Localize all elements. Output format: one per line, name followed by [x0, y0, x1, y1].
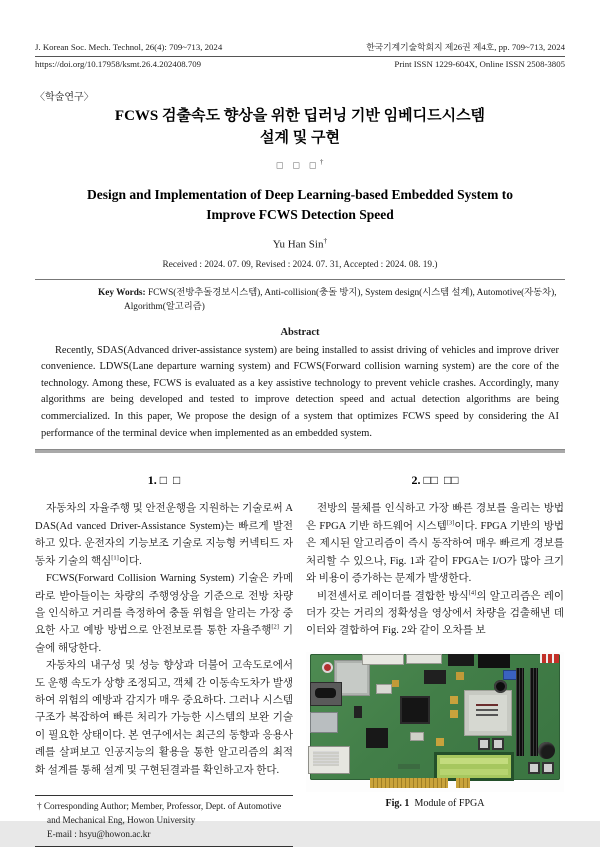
section-1-paragraph-1 [35, 500, 293, 570]
smd-component-2 [410, 732, 424, 741]
article-type-label: 〈학술연구〉 [35, 91, 94, 103]
top-black-ic-2 [478, 654, 510, 668]
section-1-paragraph-3: 자동차의 내구성 및 성능 향상과 더불어 고속도로에서도 운행 속도가 상향 조정되고, 객체 간 이동속도차가 발생하여 위험의 예방과 감지가 매우 중요하다. 그러나 시스템 구조가 복잡하여 빠른 처리가 가능한 시스템의 보완 기술이 필요한 상태이다. 본 연구에서는 최근의 동향과 응용사례를 살펴보고 인공지능의 활용을 통한 알고리즘의 최적화 설계를 통해 설계 및 구현된결과를 확인하고자 한다. [35, 660, 293, 776]
author-english-dagger: † [323, 236, 328, 246]
keywords-label: Key Words: [98, 287, 148, 298]
title-english [35, 185, 565, 226]
journal-citation: J. Korean Soc. Mech. Technol, 26(4): 709~713, 2024 [35, 42, 223, 52]
section-1-heading: 1. □ □ [147, 473, 181, 488]
author-masked-boxes: □ □ □ [276, 160, 320, 172]
section-2-paragraph-2 [306, 588, 564, 640]
paragraph-text: 이다. [118, 555, 142, 567]
journal-name-korean: 한국기계기술학회지 제26권 제4호, pp. 709~713, 2024 [366, 42, 565, 52]
figure-1-caption [306, 798, 564, 809]
red-led-component [322, 662, 333, 673]
keywords-top-rule [35, 279, 565, 280]
author-korean-masked [35, 158, 565, 171]
usb-connector [310, 712, 338, 733]
section-2-heading: 2. □□ □□ [411, 473, 459, 488]
title-korean-line1: FCWS 검출속도 향상을 위한 딥러닝 기반 임베디드시스템 [114, 107, 486, 124]
lcd-display [434, 752, 514, 781]
abstract-heading: Abstract [280, 326, 320, 338]
citation-ref-3[interactable]: [3] [446, 519, 455, 527]
footnote-email[interactable]: E-mail : hsyu@howon.ac.kr [47, 828, 151, 839]
corresponding-author-footnote [35, 795, 293, 846]
paragraph-text: 이다. FPGA 기반의 방법은 제시된 알고리즘이 즉시 동작하여 매우 빠르게 경보를 처리할 수 있으나, Fig. 1과 같이 FPGA는 I/O가 많아 크기와 비용이 증가하는 문제가 발생한다. [306, 520, 564, 585]
footnote-affiliation: Corresponding Author; Member, Professor, Dept. of Automotive and Mechanical Eng, Howon University [43, 801, 282, 825]
citation-ref-2[interactable]: [2] [271, 623, 279, 631]
gold-pad-4 [456, 672, 464, 680]
author-english [35, 236, 565, 251]
push-button-4 [528, 762, 540, 774]
push-button-2 [492, 738, 504, 750]
blue-jumper [503, 670, 517, 680]
header-divider [35, 56, 565, 57]
footnote-author-line [37, 800, 291, 841]
figure-1 [306, 652, 564, 809]
top-connector-white-2 [406, 654, 442, 664]
keywords-block [98, 286, 565, 315]
black-ic-mid [424, 670, 446, 684]
push-button-3 [542, 762, 554, 774]
author-dagger: † [319, 158, 324, 167]
dvi-pin-grid [313, 751, 339, 766]
section-2-paragraph-1 [306, 500, 564, 587]
virtex-label [476, 704, 498, 706]
vga-inner [315, 688, 336, 698]
virtex-fpga-chip [464, 690, 512, 736]
black-ic-large [400, 696, 430, 724]
capacitor-round [494, 680, 507, 693]
right-column [306, 471, 564, 846]
gold-pad-1 [450, 696, 458, 704]
dip-switch-red [540, 654, 559, 663]
received-revised-accepted: Received : 2024. 07. 09, Revised : 2024. 07. 31, Accepted : 2024. 08. 19.) [162, 259, 438, 270]
gold-pad-2 [450, 710, 458, 718]
title-korean [35, 106, 565, 150]
paragraph-text: 전방의 물체를 인식하고 가장 빠른 경보를 울리는 방법은 FPGA 기반 하드웨어 시스템 [306, 503, 564, 532]
pcie-edge-connector [370, 778, 448, 788]
push-button-1 [478, 738, 490, 750]
lcd-character-row-1 [440, 758, 508, 764]
pin-header-strip-1 [516, 668, 524, 756]
two-column-body [35, 471, 565, 846]
footnote-dagger: † [37, 801, 44, 812]
lcd-character-row-2 [440, 769, 508, 775]
author-english-name: Yu Han Sin [272, 238, 324, 251]
pcie-edge-tab [456, 778, 470, 788]
title-english-line1: Design and Implementation of Deep Learning-based Embedded System to [86, 186, 514, 202]
gold-pad-3 [436, 738, 444, 746]
figure-1-caption-label: Fig. 1 [385, 797, 410, 809]
citation-ref-1[interactable]: [1] [111, 554, 119, 562]
figure-1-caption-text: Module of FPGA [409, 797, 485, 809]
smd-component-3 [354, 706, 362, 718]
paragraph-text: 기술에 해당한다. [35, 625, 293, 654]
pin-header-strip-2 [530, 668, 538, 756]
keywords-text: FCWS(전방추돌경보시스템), Anti-collision(충돌 방지), System design(시스템 설계), Automotive(자동차), Algorithm(알고리즘) [124, 287, 557, 313]
abstract-text: Recently, SDAS(Advanced driver-assistance system) are being installed to assist driving of vehicles and improve driver convenience. LDWS(Lane departure warning system) and FCWS(Forward collision warning system) are the core of the technology. Among these, FCWS is evaluated as a key assistive technology to prevent vehicle crashes. Accordingly, many algorithms are being developed and tested to improve detection speed and actual detection algorithms are being commercialized. In this paper, We propose the design of a system that optimizes FCWS speed by considering the AI performance of the terminal device when implemented as an embedded system. [41, 344, 559, 439]
coin-battery [538, 742, 555, 759]
top-connector-white-1 [362, 654, 404, 665]
title-korean-line2: 설계 및 구현 [260, 129, 340, 146]
issn-info: Print ISSN 1229-604X, Online ISSN 2508-3805 [394, 58, 565, 69]
paragraph-text: 자동차의 자율주행 및 안전운행을 지원하는 기술로써 ADAS(Ad vanced Driver-Assistance System)는 빠르게 발전하고 있다. 운전자의 기능보조 기술로 지능형 커넥티드 자동차 기술의 핵심 [35, 503, 293, 567]
silkscreen-label [398, 764, 420, 769]
fpga-board-photo [306, 652, 564, 792]
paragraph-text: FCWS(Forward Collision Warning System) 기술은 카메라로 받아들이는 차량의 주행영상을 기준으로 전방 차량을 인식하고 거리를 측정하여 충돌 위험을 알리는 가장 중요한 사고 예방 방법으로 안전보로를 통한 자율주행 [35, 573, 293, 637]
doi-link[interactable]: https://doi.org/10.17958/ksmt.26.4.202408.709 [35, 58, 202, 69]
paragraph-text: 의 알고리즘은 레이더가 갖는 거리의 정확성을 영상에서 차량을 검출해낸 데이터와 결합하여 Fig. 2와 같이 오차를 보 [306, 590, 564, 637]
paragraph-text: 비전센서로 레이더를 결합한 방식 [317, 590, 469, 602]
top-black-ic-1 [448, 654, 474, 666]
black-ic-small [366, 728, 388, 748]
abstract-bottom-rule [35, 449, 565, 453]
left-column [35, 471, 293, 846]
gold-pad-5 [392, 680, 399, 687]
citation-ref-4[interactable]: [4] [468, 589, 477, 596]
title-english-line2: Improve FCWS Detection Speed [206, 206, 394, 222]
journal-header [35, 42, 565, 71]
smd-component-1 [376, 684, 392, 694]
section-1-paragraph-2 [35, 570, 293, 657]
